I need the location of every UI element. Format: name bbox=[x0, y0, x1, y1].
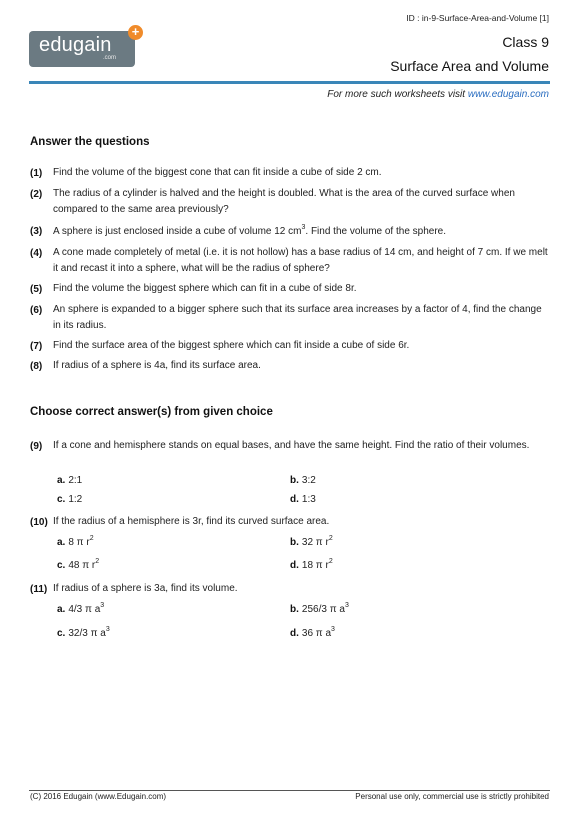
footer-copyright: (C) 2016 Edugain (www.Edugain.com) bbox=[30, 792, 167, 801]
question-number: (4) bbox=[30, 248, 43, 259]
superscript: 2 bbox=[95, 557, 100, 565]
document-id: ID : in-9-Surface-Area-and-Volume [1] bbox=[406, 13, 549, 23]
question-text: If the radius of a hemisphere is 3r, find its curved surface area. bbox=[53, 516, 330, 527]
answer-option-d bbox=[290, 494, 316, 505]
option-text: 2:1 bbox=[68, 475, 83, 486]
answer-option-a bbox=[57, 534, 94, 548]
superscript: 2 bbox=[89, 534, 94, 542]
question-text: Find the volume the biggest sphere which can fit in a cube of side 8r. bbox=[53, 283, 357, 294]
option-key: d. bbox=[290, 494, 299, 505]
section-heading-questions: Answer the questions bbox=[30, 136, 150, 148]
question-number: (3) bbox=[30, 226, 43, 237]
superscript: 3 bbox=[331, 625, 335, 633]
logo-com-text: .com bbox=[103, 55, 117, 61]
answer-option-c bbox=[57, 494, 82, 505]
worksheet-note-text: For more such worksheets visit bbox=[327, 89, 468, 100]
logo-text: edugain bbox=[39, 34, 112, 56]
option-text: 32 π r bbox=[301, 537, 329, 548]
question-text: Find the surface area of the biggest sphere which can fit inside a cube of side 6r. bbox=[53, 340, 410, 351]
answer-option-c bbox=[57, 557, 100, 571]
question-text: If radius of a sphere is 4a, find its surface area. bbox=[53, 360, 261, 371]
option-key: a. bbox=[57, 604, 66, 615]
answer-option-d bbox=[290, 557, 333, 571]
superscript: 2 bbox=[328, 534, 333, 542]
option-key: c. bbox=[57, 560, 66, 571]
question-text: The radius of a cylinder is halved and the height is doubled. What is the area of the curved surface when compared to the same area previously? bbox=[53, 188, 515, 215]
edugain-logo bbox=[29, 24, 140, 67]
option-text: 32/3 π a bbox=[68, 628, 106, 639]
question-number: (1) bbox=[30, 168, 43, 179]
question-number: (2) bbox=[30, 189, 43, 200]
option-text: 36 π a bbox=[301, 628, 332, 639]
answer-option-b bbox=[290, 601, 349, 615]
answer-option-c bbox=[57, 625, 110, 639]
option-key: d. bbox=[290, 628, 299, 639]
option-text: 8 π r bbox=[68, 537, 90, 548]
superscript: 3 bbox=[105, 625, 110, 633]
superscript: 3 bbox=[301, 223, 306, 231]
answer-option-b bbox=[290, 475, 316, 486]
header-divider bbox=[29, 81, 550, 84]
question-text: A cone made completely of metal (i.e. it is not hollow) has a base radius of 14 cm, and height of 7 cm. If we melt it and recast it into a sphere, what will be the radius of sphere? bbox=[53, 247, 548, 274]
footer-notice: Personal use only, commercial use is strictly prohibited bbox=[355, 792, 549, 801]
option-text: 3:2 bbox=[301, 475, 316, 486]
option-text: 18 π r bbox=[301, 560, 329, 571]
option-key: a. bbox=[57, 475, 66, 486]
question-text: Find the volume of the biggest cone that can fit inside a cube of side 2 cm. bbox=[53, 167, 382, 178]
answer-option-b bbox=[290, 534, 333, 548]
answer-option-a bbox=[57, 475, 82, 486]
question-text-part: A sphere is just enclosed inside a cube of volume 12 cm bbox=[53, 226, 302, 237]
question-text bbox=[53, 224, 549, 240]
superscript: 3 bbox=[100, 601, 105, 609]
option-key: c. bbox=[57, 494, 66, 505]
superscript: 2 bbox=[328, 557, 333, 565]
question-number: (6) bbox=[30, 305, 43, 316]
question-text: If radius of a sphere is 3a, find its volume. bbox=[53, 583, 238, 594]
option-key: d. bbox=[290, 560, 299, 571]
option-key: b. bbox=[290, 475, 299, 486]
option-text: 48 π r bbox=[68, 560, 96, 571]
footer-divider bbox=[29, 790, 550, 791]
question-number: (5) bbox=[30, 284, 43, 295]
question-number: (7) bbox=[30, 341, 43, 352]
option-key: b. bbox=[290, 604, 299, 615]
question-number: (8) bbox=[30, 361, 43, 372]
option-key: c. bbox=[57, 628, 66, 639]
worksheet-note bbox=[327, 89, 549, 100]
option-text: 256/3 π a bbox=[301, 604, 345, 615]
question-text: An sphere is expanded to a bigger sphere such that its surface area increases by a factor of 4, find the change in its radius. bbox=[53, 304, 542, 331]
page-title: Surface Area and Volume bbox=[390, 58, 549, 74]
option-key: a. bbox=[57, 537, 66, 548]
question-text-part: . Find the volume of the sphere. bbox=[305, 226, 447, 237]
question-number: (10) bbox=[30, 517, 48, 528]
answer-option-d bbox=[290, 625, 335, 639]
question-number: (11) bbox=[30, 584, 48, 595]
answer-option-a bbox=[57, 601, 105, 615]
class-label: Class 9 bbox=[502, 34, 549, 50]
superscript: 3 bbox=[344, 601, 349, 609]
section-heading-choices: Choose correct answer(s) from given choice bbox=[30, 406, 273, 418]
option-text: 1:3 bbox=[301, 494, 316, 505]
option-text: 1:2 bbox=[68, 494, 83, 505]
option-key: b. bbox=[290, 537, 299, 548]
option-text: 4/3 π a bbox=[68, 604, 101, 615]
question-text: If a cone and hemisphere stands on equal bases, and have the same height. Find the ratio of their volumes. bbox=[53, 440, 530, 451]
plus-icon: + bbox=[128, 25, 143, 40]
question-number: (9) bbox=[30, 441, 43, 452]
worksheet-link[interactable]: www.edugain.com bbox=[467, 89, 549, 100]
